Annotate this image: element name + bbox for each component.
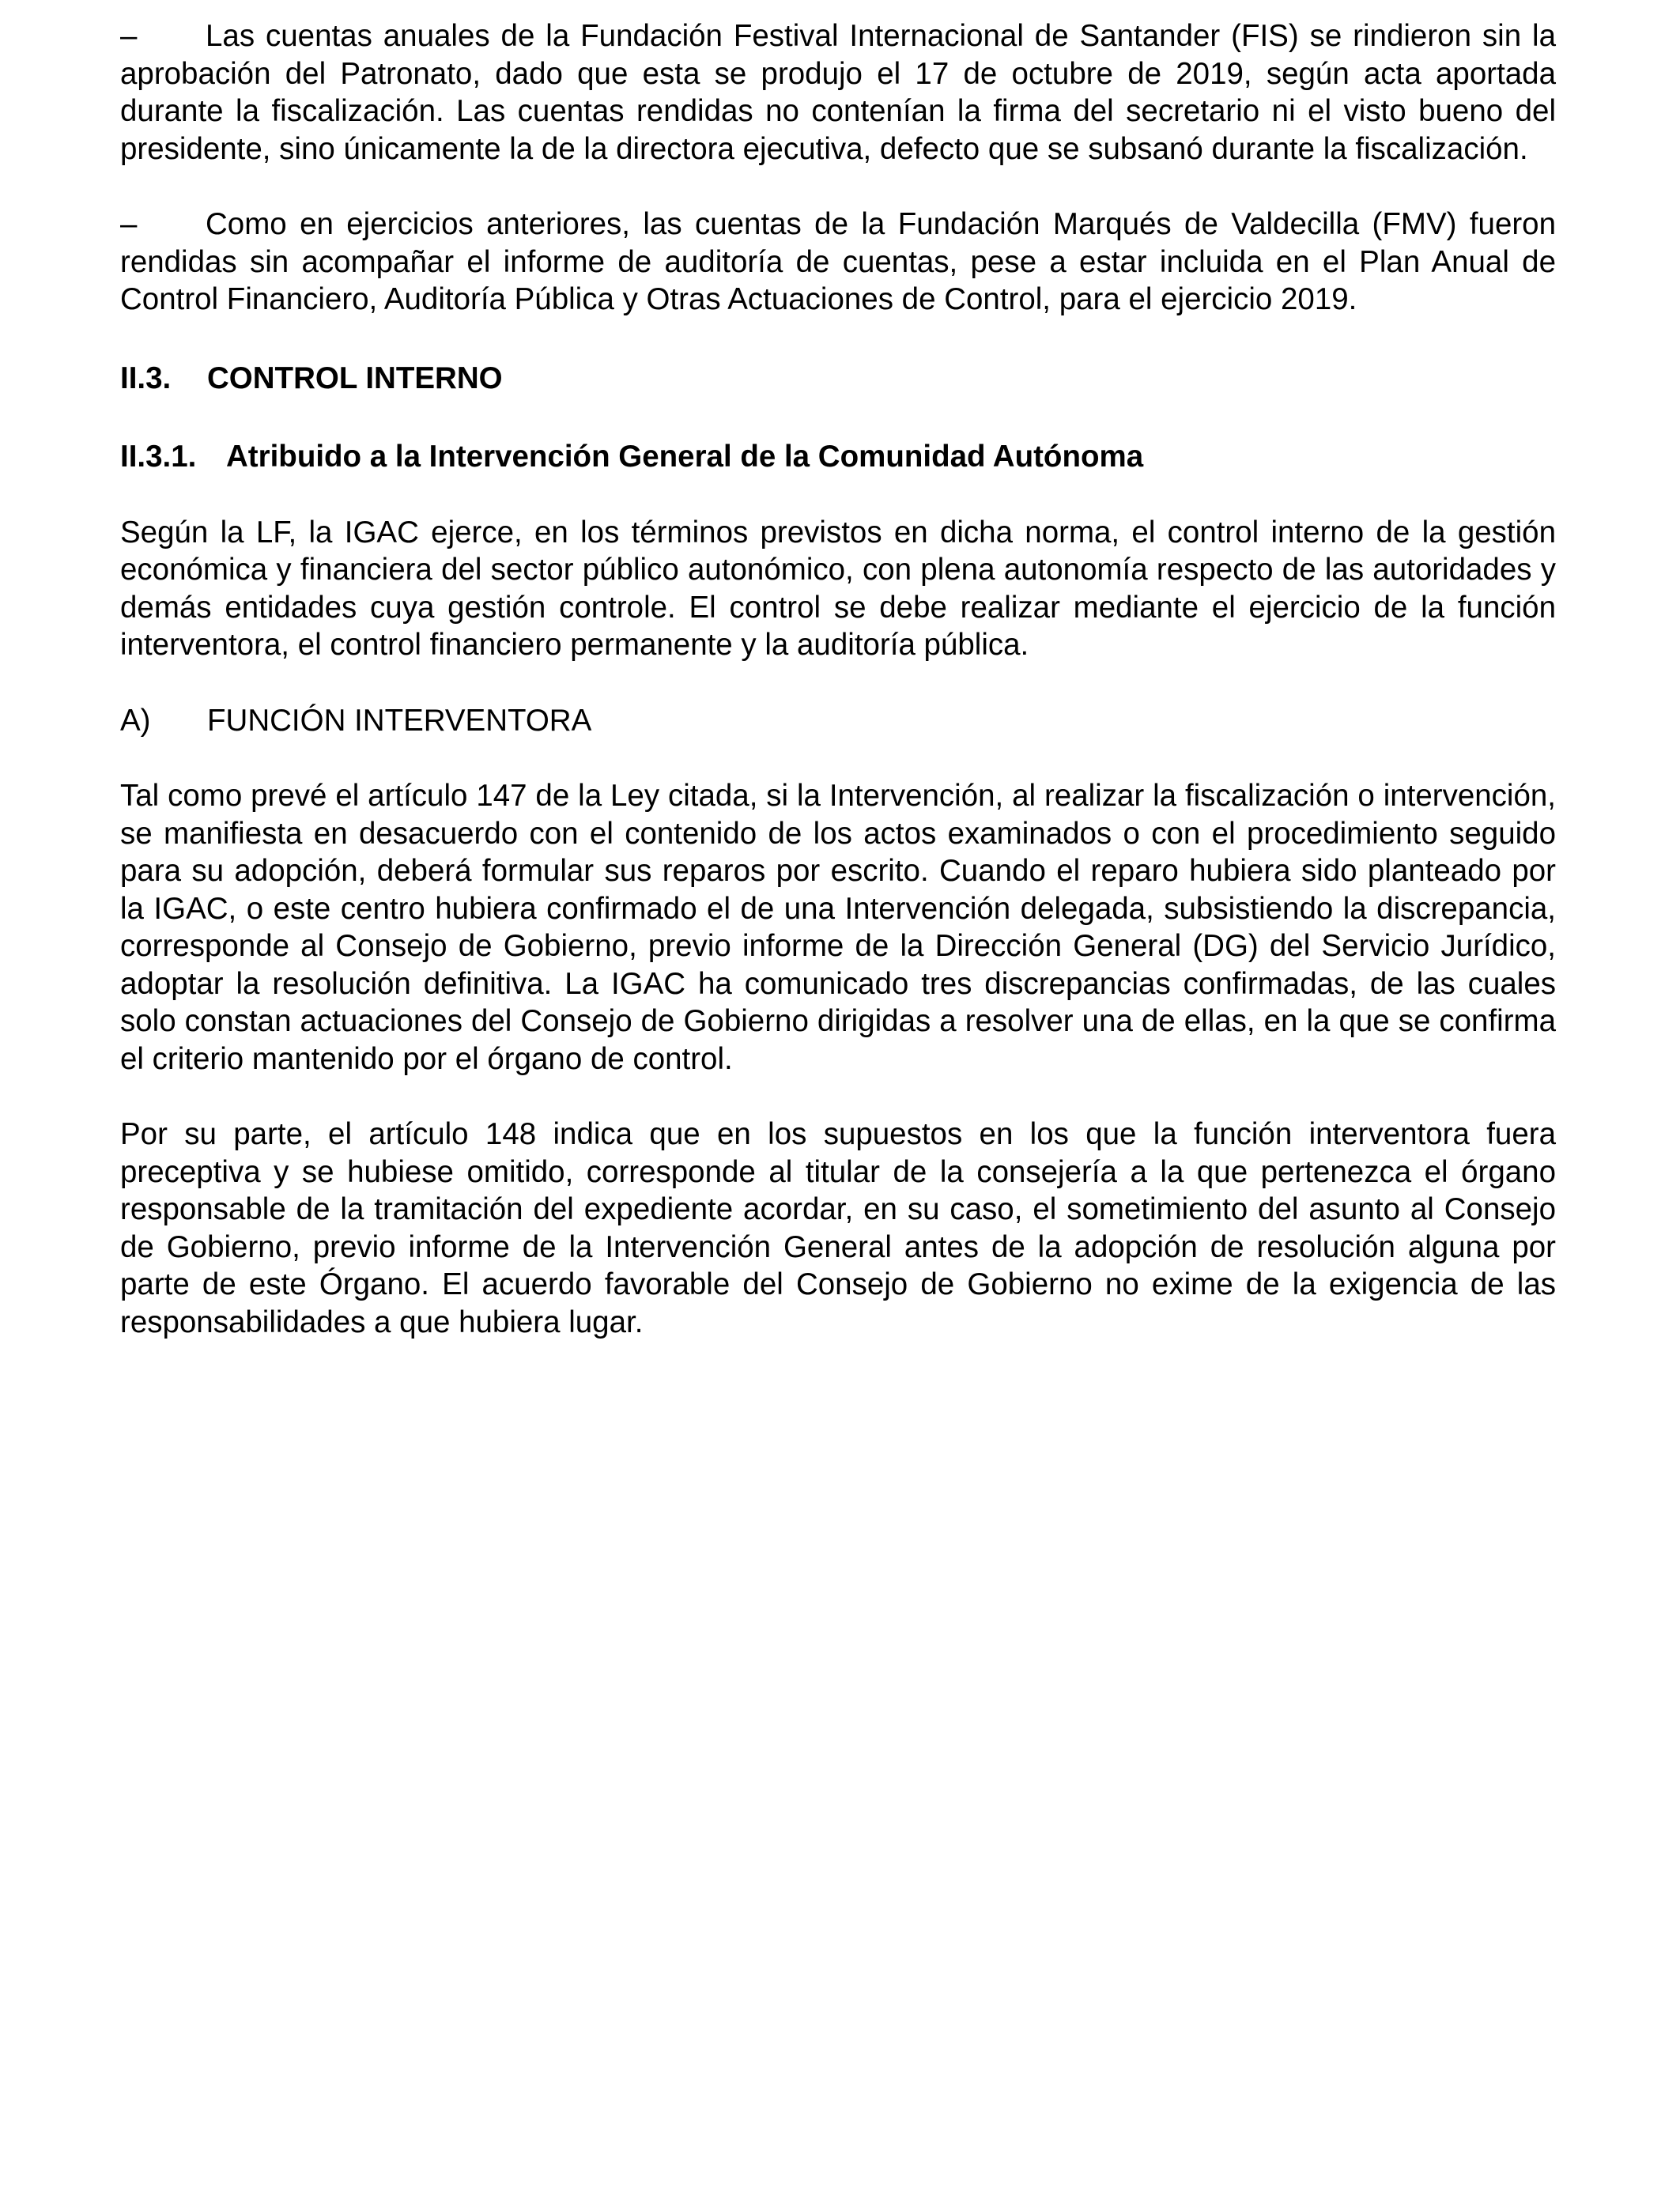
bullet-item-fmv [120,206,1556,319]
bullet-text: Las cuentas anuales de la Fundación Festival Internacional de Santander (FIS) se rindieron sin la aprobación del Patronato, dado que esta se produjo el 17 de octubre de 2019, según acta aportada durante la fiscalización. Las cuentas rendidas no contenían la firma del secretario ni el visto bueno del presidente, sino únicamente la de la directora ejecutiva, defecto que se subsanó durante la fiscalización. [120,19,1556,166]
subheading-a-title: FUNCIÓN INTERVENTORA [207,703,592,738]
bullet-item-fis [120,17,1556,168]
paragraph-article-147: Tal como prevé el artículo 147 de la Ley citada, si la Intervención, al realizar la fiscalización o intervención, se manifiesta en desacuerdo con el contenido de los actos examinados o con el procedimiento seguido para su adopción, deberá formular sus reparos por escrito. Cuando el reparo hubiera sido planteado por la IGAC, o este centro hubiera confirmado el de una Intervención delegada, subsistiendo la discrepancia, corresponde al Consejo de Gobierno, previo informe de la Dirección General (DG) del Servicio Jurídico, adoptar la resolución definitiva. La IGAC ha comunicado tres discrepancias confirmadas, de las cuales solo constan actuaciones del Consejo de Gobierno dirigidas a resolver una de ellas, en la que se confirma el criterio mantenido por el órgano de control. [120,779,1556,1076]
bullet-text: Como en ejercicios anteriores, las cuentas de la Fundación Marqués de Valdecilla (FMV) fueron rendidas sin acompañar el informe de auditoría de cuentas, pese a estar incluida en el Plan Anual de Control Financiero, Auditoría Pública y Otras Actuaciones de Control, para el ejercicio 2019. [120,207,1556,316]
document-page [120,17,1556,1341]
dash-marker: – [120,207,138,241]
section-title: CONTROL INTERNO [207,361,503,395]
dash-marker: – [120,19,138,53]
section-heading [120,360,1556,398]
section-number: II.3. [120,361,172,395]
subheading-a-letter: A) [120,703,151,738]
subsection-title: Atribuido a la Intervención General de la Comunidad Autónoma [226,440,1144,474]
paragraph-article-148: Por su parte, el artículo 148 indica que en los supuestos en los que la función interventora fuera preceptiva y se hubiese omitido, corresponde al titular de la consejería a la que pertenezca el órgano responsable de la tramitación del expediente acordar, en su caso, el sometimiento del asunto al Consejo de Gobierno, previo informe de la Intervención General antes de la adopción de resolución alguna por parte de este Órgano. El acuerdo favorable del Consejo de Gobierno no exime de la exigencia de las responsabilidades a que hubiera lugar. [120,1117,1556,1339]
subheading-a [120,702,1556,740]
subsection-number: II.3.1. [120,440,197,474]
subsection-heading [120,438,1556,476]
paragraph-intro: Según la LF, la IGAC ejerce, en los términos previstos en dicha norma, el control interno de la gestión económica y financiera del sector público autonómico, con plena autonomía respecto de las autoridades y demás entidades cuya gestión controle. El control se debe realizar mediante el ejercicio de la función interventora, el control financiero permanente y la auditoría pública. [120,515,1556,662]
